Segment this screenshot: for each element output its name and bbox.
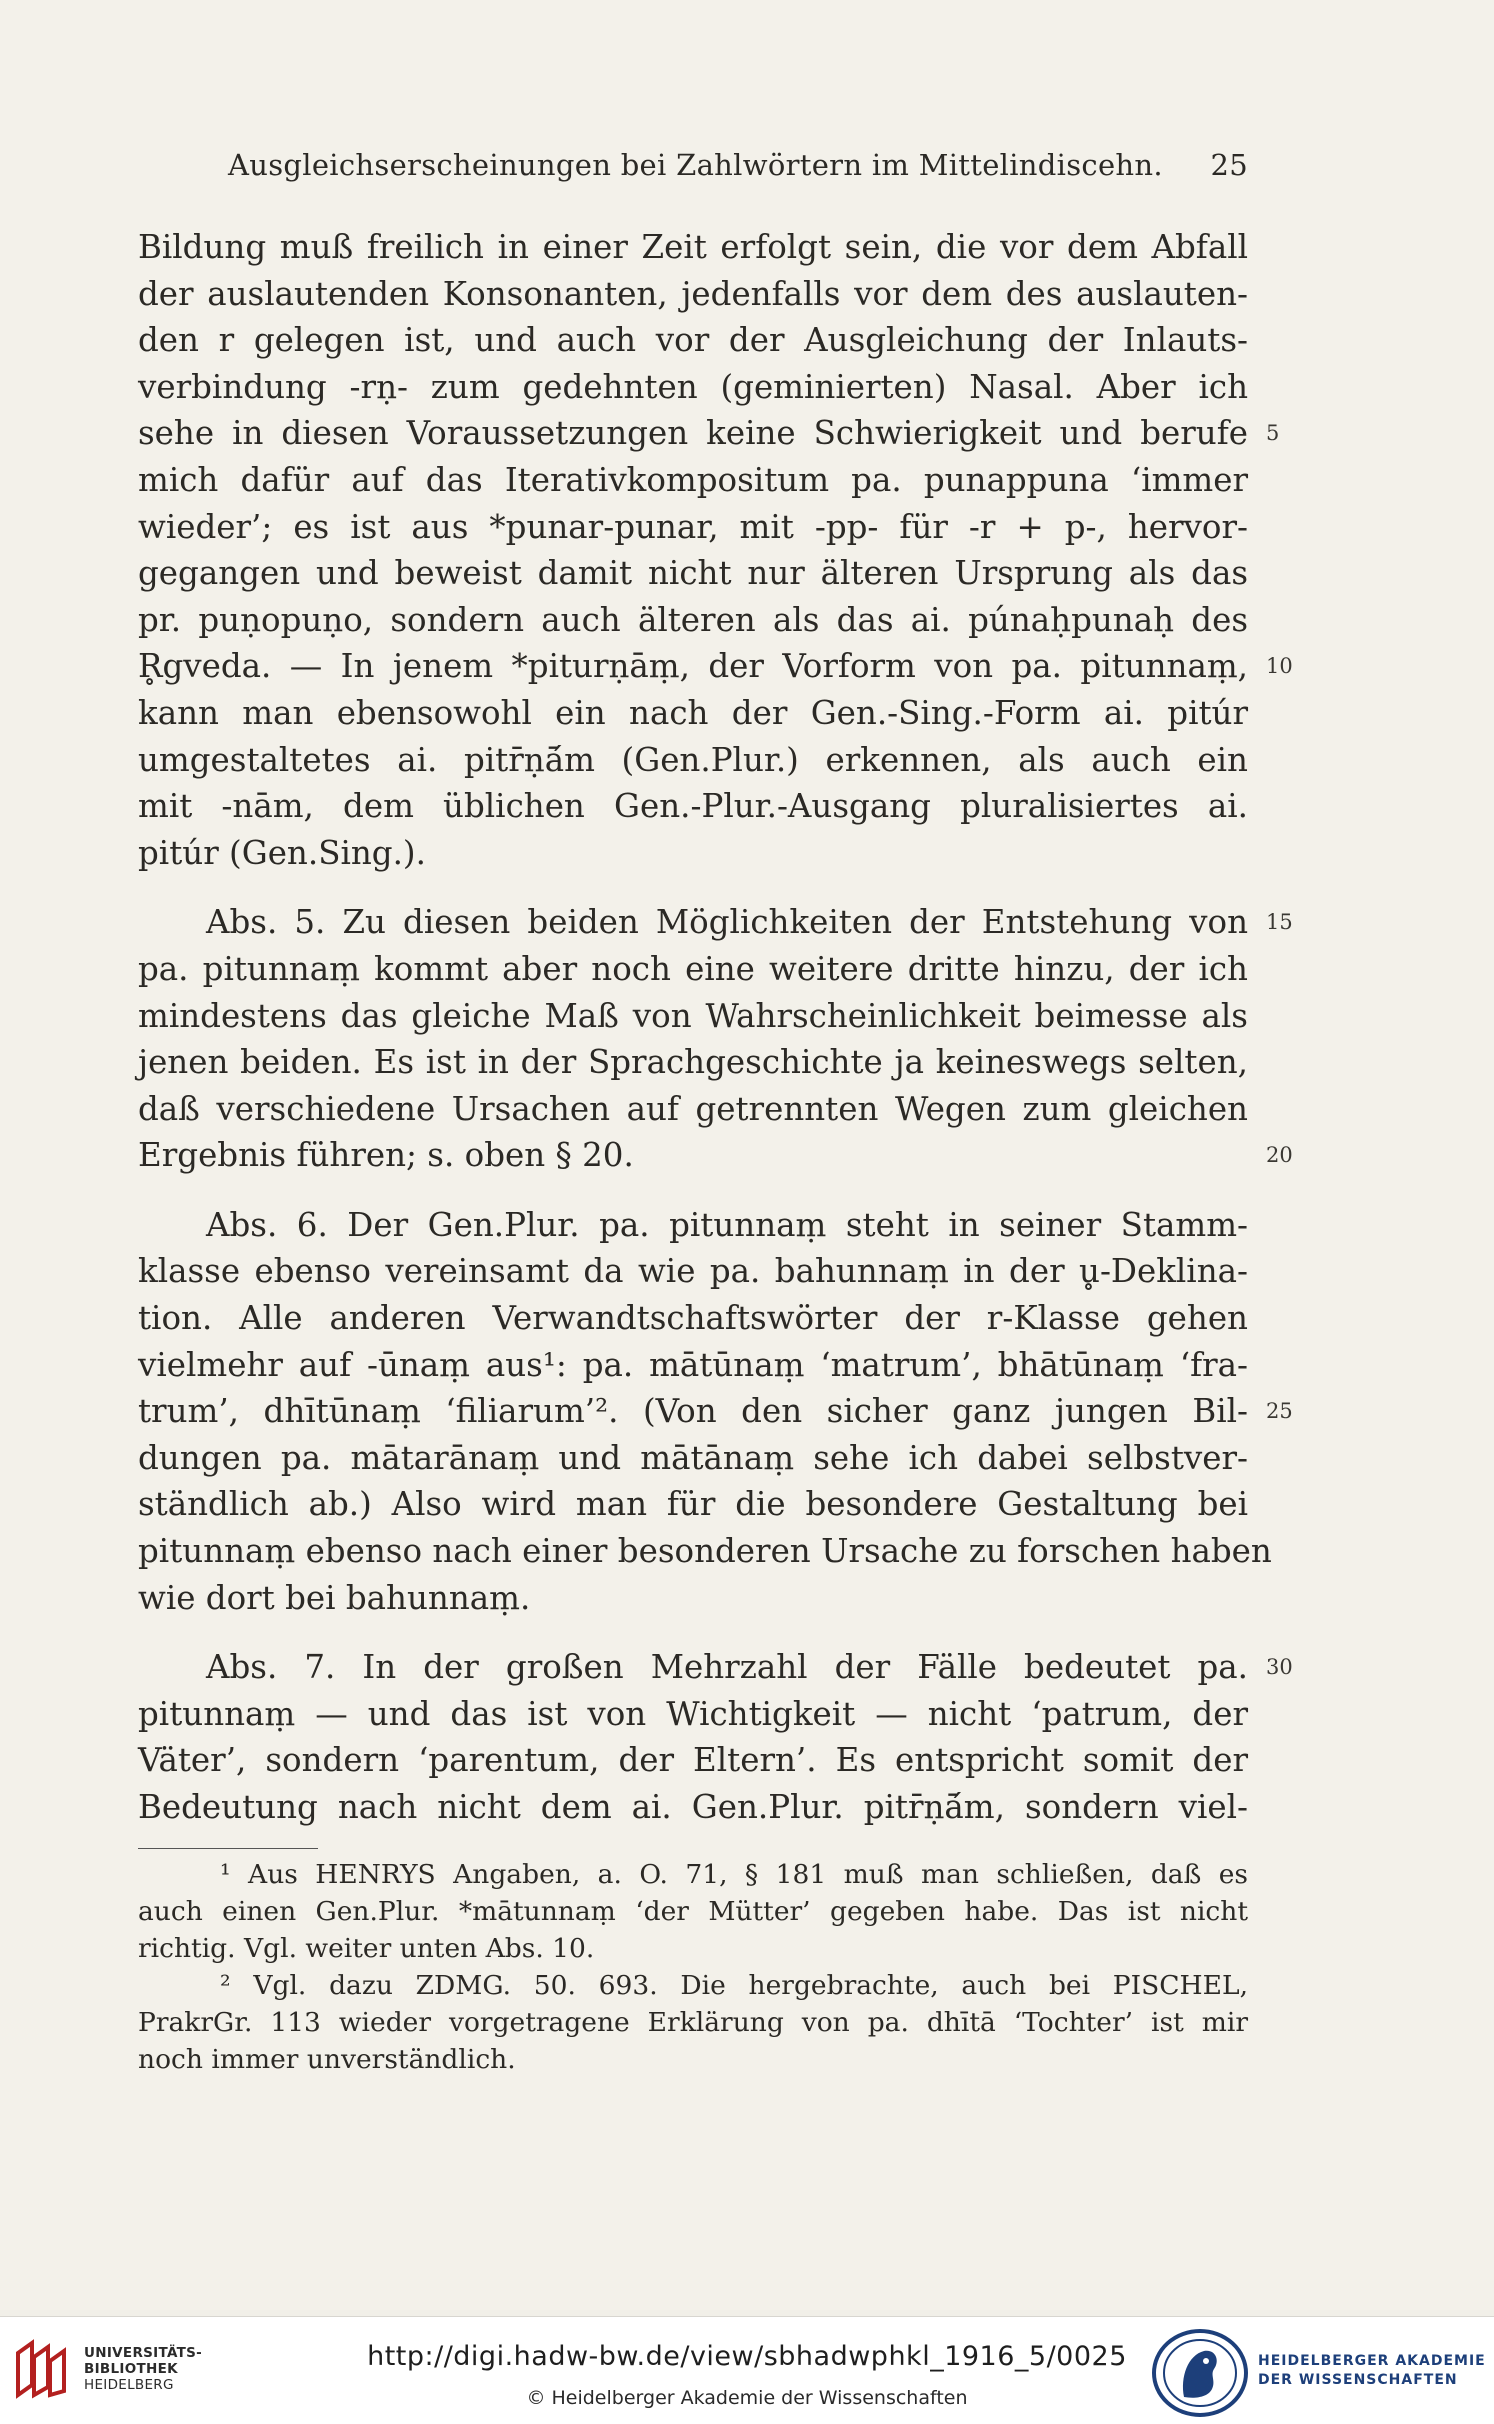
footnote-line: auch einen Gen.Plur. *mātunnaṃ ‘der Mütter’ gegeben habe. Das ist nicht: [138, 1896, 1248, 1927]
body-line: verbindung -rṇ- zum gedehnten (geminierten) Nasal. Aber ich: [138, 367, 1248, 406]
body-line: pitunnaṃ — und das ist von Wichtigkeit — nicht ‘patrum, der: [138, 1694, 1248, 1733]
body-line: pa. pitunnaṃ kommt aber noch eine weitere dritte hinzu, der ich: [138, 949, 1248, 988]
body-line: Ergebnis führen; s. oben § 20. 20: [138, 1132, 1248, 1179]
page-number: 25: [1210, 148, 1248, 182]
academy-seal-icon: [1150, 2327, 1250, 2419]
body-line: gegangen und beweist damit nicht nur älteren Ursprung als das: [138, 554, 1248, 593]
line-number: 15: [1266, 910, 1293, 935]
academy-name: HEIDELBERGER AKADEMIE DER WISSENSCHAFTEN: [1258, 2353, 1486, 2388]
body-line: Bedeutung nach nicht dem ai. Gen.Plur. pitr̄ṇā́m, sondern viel-: [138, 1788, 1248, 1826]
running-head-title: Ausgleichserscheinungen bei Zahlwörtern im Mittelindiscehn.: [228, 148, 1163, 182]
body-line: vielmehr auf -ūnaṃ aus¹: pa. mātūnaṃ ‘matrum’, bhātūnaṃ ‘fra-: [138, 1345, 1248, 1384]
body-line: R̥gveda. — In jenem *piturṇāṃ, der Vorform von pa. pitunnaṃ, 10: [138, 643, 1248, 690]
body-line: pitunnaṃ ebenso nach einer besonderen Ursache zu forschen haben: [138, 1532, 1272, 1571]
university-library-name: UNIVERSITÄTS- BIBLIOTHEK HEIDELBERG: [84, 2345, 203, 2393]
body-line: jenen beiden. Es ist in der Sprachgeschichte ja keineswegs selten,: [138, 1043, 1248, 1082]
body-line: wieder’; es ist aus *punar-punar, mit -pp- für -r + p-, hervor-: [138, 507, 1248, 546]
body-line: mit -nām, dem üblichen Gen.-Plur.-Ausgang pluralisiertes ai.: [138, 787, 1248, 826]
body-line: trum’, dhītūnaṃ ‘filiarum’². (Von den sicher ganz jungen Bil- 25: [138, 1388, 1248, 1435]
footnote-line: richtig. Vgl. weiter unten Abs. 10.: [138, 1933, 595, 1964]
body-line: dungen pa. mātarānaṃ und mātānaṃ sehe ich dabei selbstver-: [138, 1438, 1248, 1477]
body-line: den r gelegen ist, und auch vor der Ausgleichung der Inlauts-: [138, 321, 1248, 360]
body-line: Abs. 7. In der großen Mehrzahl der Fälle bedeutet pa. 30: [138, 1644, 1248, 1691]
body-text: [138, 224, 1293, 1831]
body-line: tion. Alle anderen Verwandtschaftswörter der r-Klasse gehen: [138, 1299, 1248, 1338]
body-line: daß verschiedene Ursachen auf getrennten Wegen zum gleichen: [138, 1089, 1248, 1128]
body-line: umgestaltetes ai. pitr̄ṇā́m (Gen.Plur.) erkennen, als auch ein: [138, 740, 1248, 779]
line-number: 10: [1266, 654, 1293, 679]
footnote-line: PrakrGr. 113 wieder vorgetragene Erklärung von pa. dhītā ‘Tochter’ ist mir: [138, 2007, 1248, 2038]
body-line: Abs. 6. Der Gen.Plur. pa. pitunnaṃ steht in seiner Stamm-: [206, 1205, 1248, 1244]
body-line: kann man ebensowohl ein nach der Gen.-Sing.-Form ai. pitúr: [138, 693, 1248, 732]
body-line: Abs. 5. Zu diesen beiden Möglichkeiten der Entstehung von 15: [138, 899, 1248, 946]
body-line: ständlich ab.) Also wird man für die besondere Gestaltung bei: [138, 1485, 1248, 1524]
line-number: 25: [1266, 1399, 1293, 1424]
body-line: Väter’, sondern ‘parentum, der Eltern’. Es entspricht somit der: [138, 1741, 1248, 1780]
body-line: Bildung muß freilich in einer Zeit erfolgt sein, die vor dem Abfall: [138, 228, 1248, 266]
line-number: 30: [1266, 1655, 1293, 1680]
body-line: der auslautenden Konsonanten, jedenfalls vor dem des auslauten-: [138, 274, 1248, 313]
footnotes: [138, 1856, 1248, 2078]
footnote-line: ¹ Aus HENRYS Angaben, a. O. 71, § 181 muß man schließen, daß es: [220, 1859, 1248, 1890]
body-line: mindestens das gleiche Maß von Wahrscheinlichkeit beimesse als: [138, 996, 1248, 1035]
footnote-line: ² Vgl. dazu ZDMG. 50. 693. Die hergebrachte, auch bei PISCHEL,: [220, 1970, 1248, 2001]
line-number: 5: [1266, 421, 1280, 446]
footnote-line: noch immer unverständlich.: [138, 2044, 516, 2075]
body-line: wie dort bei bahunnaṃ.: [138, 1578, 531, 1617]
body-line: sehe in diesen Voraussetzungen keine Schwierigkeit und berufe 5: [138, 410, 1248, 457]
footnote-divider: [138, 1848, 318, 1849]
line-number: 20: [1266, 1143, 1293, 1168]
body-line: pitúr (Gen.Sing.).: [138, 833, 426, 872]
body-line: mich dafür auf das Iterativkompositum pa. punappuna ‘immer: [138, 460, 1248, 499]
body-line: pr. puṇopuṇo, sondern auch älteren als das ai. púnaḥpunaḥ des: [138, 600, 1248, 639]
permalink-url[interactable]: http://digi.hadw-bw.de/view/sbhadwphkl_1916_5/0025: [367, 2341, 1127, 2372]
copyright-notice: © Heidelberger Akademie der Wissenschaften: [526, 2387, 968, 2409]
body-line: klasse ebenso vereinsamt da wie pa. bahunnaṃ in der u̥-Deklina-: [138, 1252, 1248, 1291]
footer-bar: [0, 2316, 1494, 2424]
